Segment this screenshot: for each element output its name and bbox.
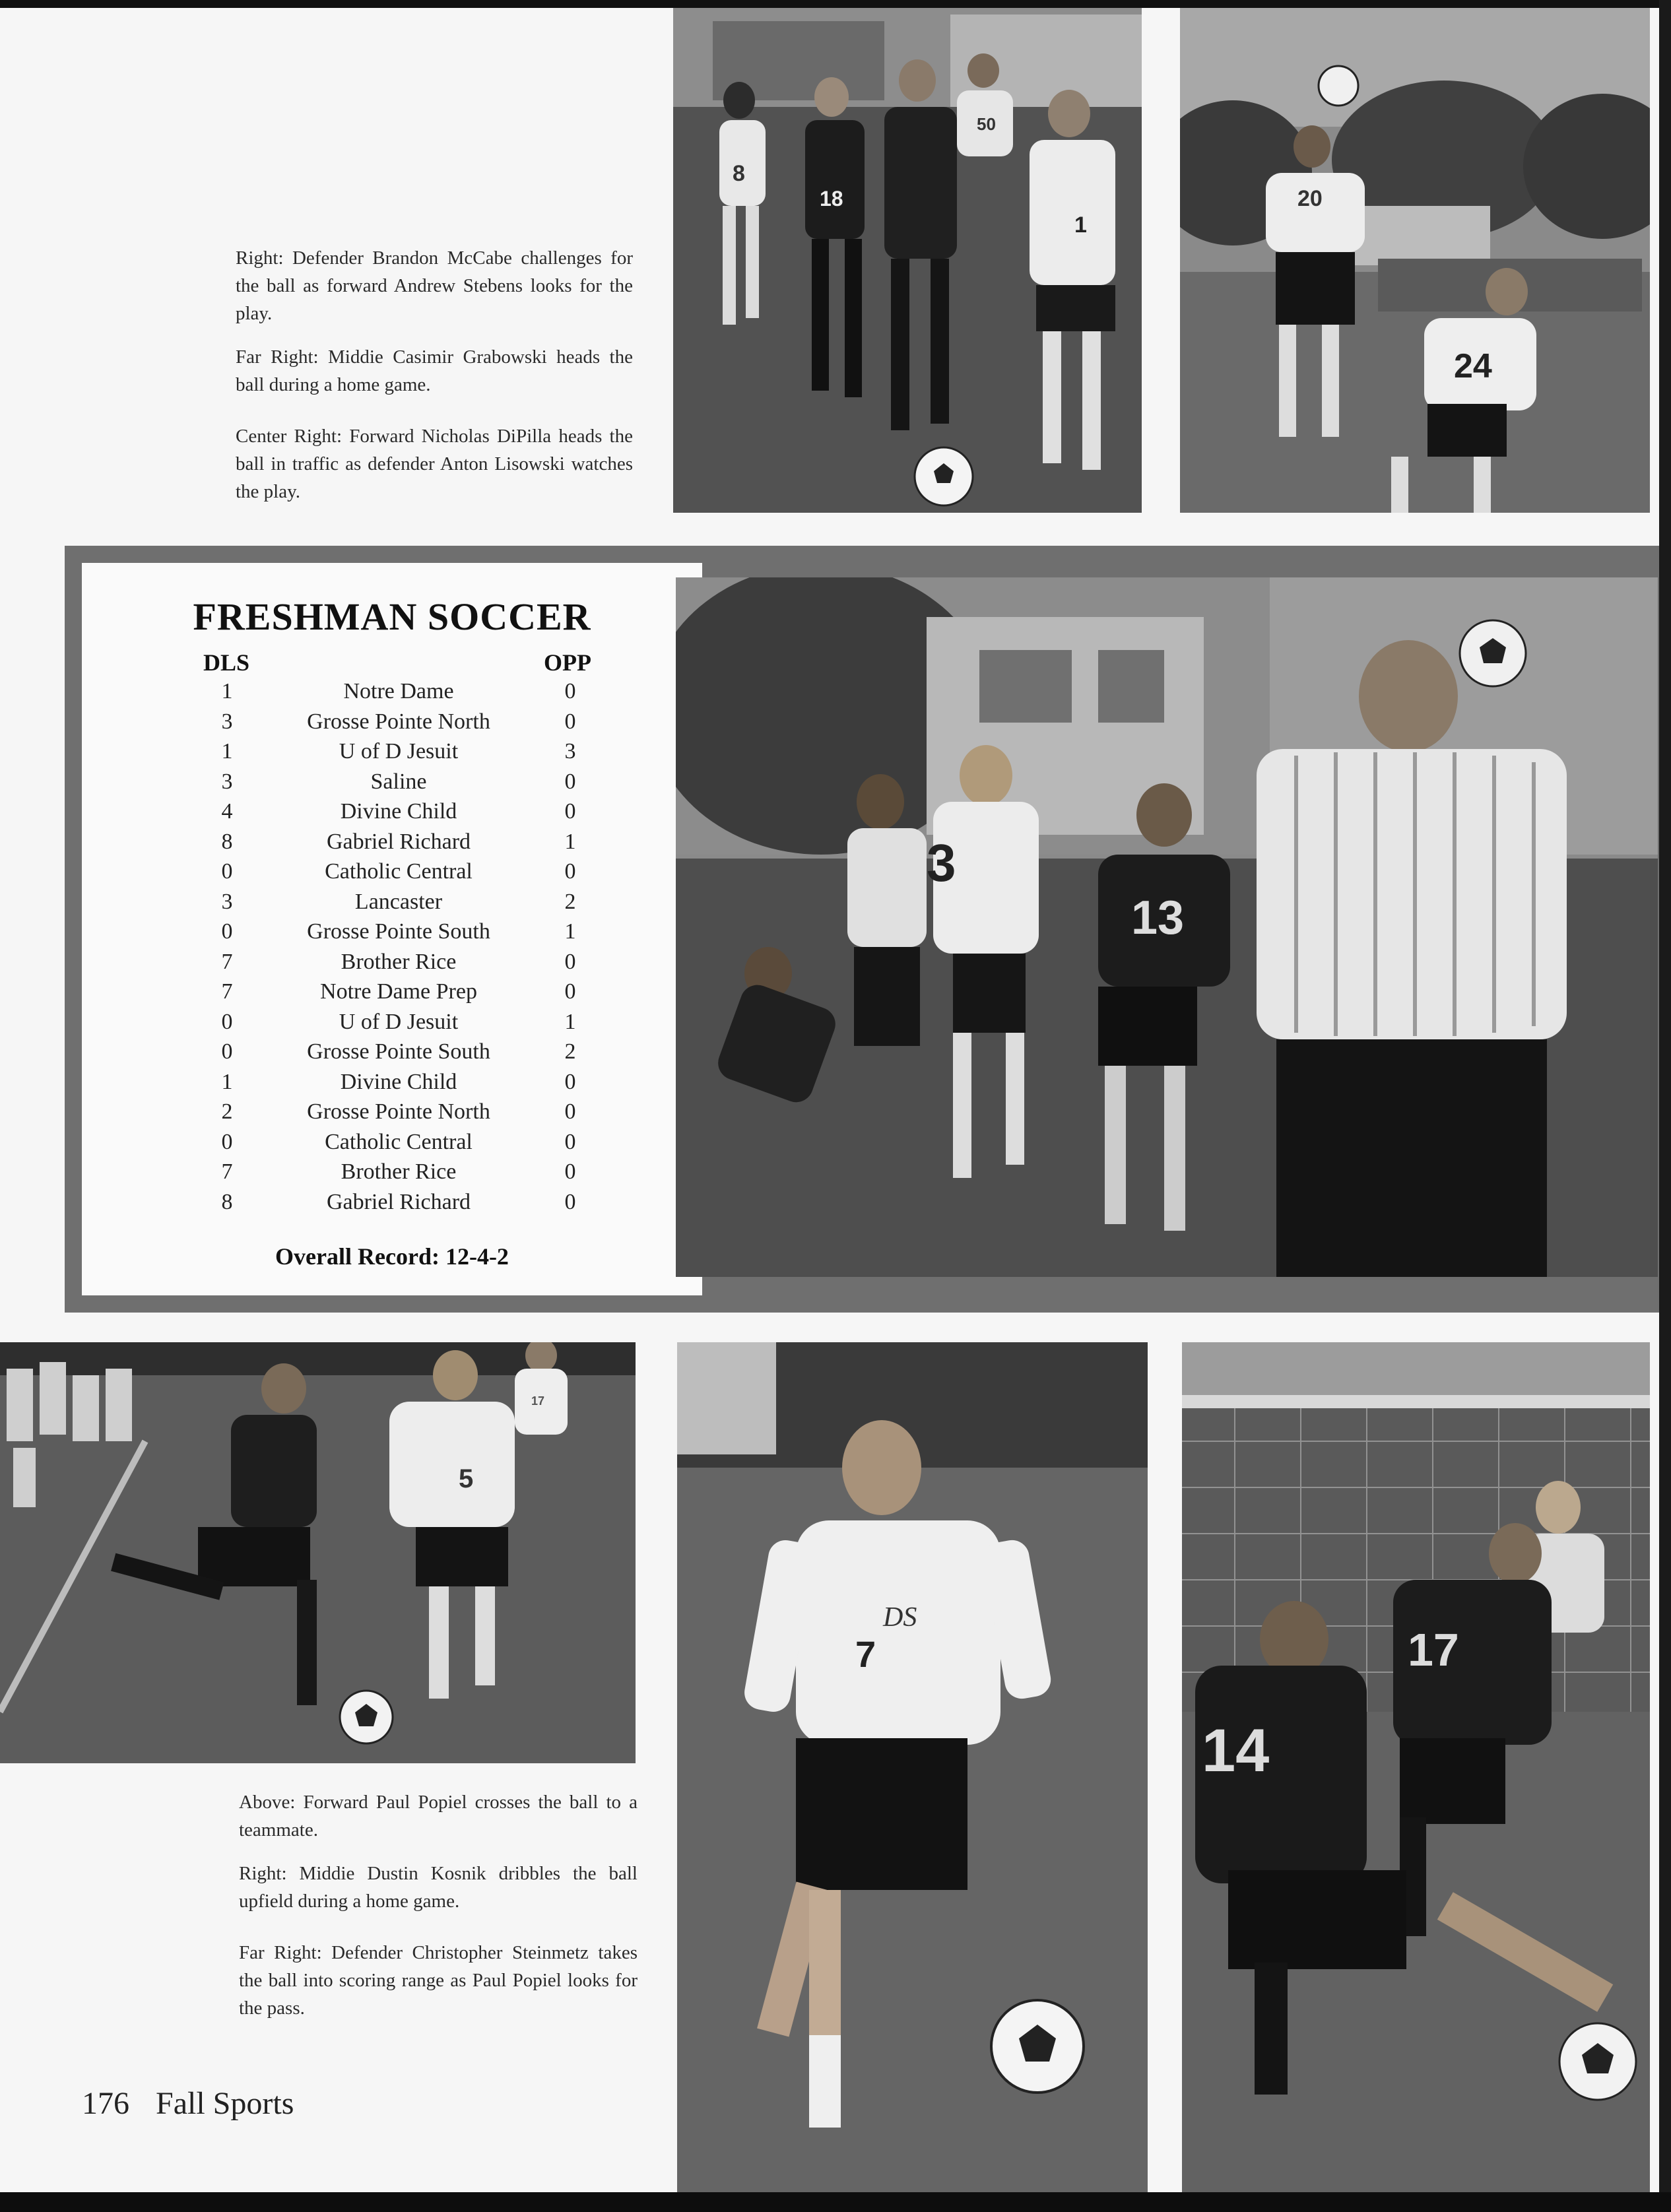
opponent-score: 0 [564, 1069, 576, 1094]
schedule-card [82, 563, 702, 1295]
game-row [82, 736, 702, 767]
game-row [82, 1037, 702, 1067]
photo-steinmetz-attack [1182, 1342, 1650, 2192]
jersey-number: 20 [1297, 186, 1323, 211]
game-row [82, 1187, 702, 1218]
game-row [82, 917, 702, 947]
opponent-name: Gabriel Richard [326, 1189, 471, 1214]
scan-border-right [1659, 0, 1671, 2212]
game-row [82, 1007, 702, 1037]
jersey-logo: DS [883, 1602, 917, 1633]
caption-right: Right: Defender Brandon McCabe challenges for the ball as forward Andrew Stebens looks for the play. [236, 247, 633, 324]
photo-mccabe-challenge [673, 8, 1142, 513]
game-row [82, 1097, 702, 1127]
caption-above: Above: Forward Paul Popiel crosses the ball to a teammate. [239, 1792, 638, 1840]
game-row [82, 977, 702, 1007]
opponent-score: 1 [564, 919, 576, 944]
opponent-name: Catholic Central [325, 859, 473, 884]
opponent-name: Brother Rice [341, 949, 457, 974]
page-footer [82, 2085, 294, 2122]
opponent-score: 0 [564, 679, 576, 703]
dls-score: 1 [221, 1069, 233, 1094]
top-captions [236, 244, 633, 521]
jersey-number: 24 [1454, 347, 1492, 385]
game-row [82, 1157, 702, 1187]
opponent-name: Catholic Central [325, 1129, 473, 1154]
opponent-score: 0 [564, 859, 576, 884]
opponent-score: 0 [564, 1159, 576, 1184]
opponent-score: 0 [564, 709, 576, 734]
dls-score: 3 [221, 889, 233, 914]
game-row [82, 707, 702, 737]
photo-grabowski-header [1180, 8, 1650, 513]
dls-score: 7 [221, 979, 233, 1004]
game-row [82, 947, 702, 977]
game-row [82, 827, 702, 857]
dls-score: 8 [221, 829, 233, 854]
jersey-number: 3 [927, 833, 956, 892]
opponent-name: Divine Child [340, 1069, 457, 1094]
dls-score: 0 [221, 1129, 233, 1154]
jersey-number: 5 [459, 1464, 474, 1493]
opponent-name: Gabriel Richard [326, 829, 471, 854]
jersey-number: 7 [855, 1633, 876, 1675]
page-number: 176 [82, 2086, 129, 2121]
jersey-number: 18 [820, 187, 843, 211]
opponent-score: 0 [564, 1129, 576, 1154]
opponent-score: 0 [564, 769, 576, 794]
game-row [82, 767, 702, 797]
section-title: Fall Sports [156, 2086, 294, 2121]
opponent-score: 3 [564, 739, 576, 764]
opponent-name: Grosse Pointe South [307, 919, 490, 944]
photo-kosnik-dribble [677, 1342, 1148, 2192]
dls-score: 7 [221, 1159, 233, 1184]
opponent-name: Notre Dame [343, 679, 454, 703]
photo-popiel-cross [0, 1342, 636, 1763]
opp-column-header: OPP [544, 649, 591, 676]
photo-dipilla-header [676, 577, 1658, 1277]
game-row [82, 1067, 702, 1097]
opponent-score: 0 [564, 979, 576, 1004]
jersey-number: 13 [1131, 892, 1185, 944]
opponent-score: 1 [564, 829, 576, 854]
opponent-name: Grosse Pointe North [307, 1099, 490, 1124]
overall-record: Overall Record: 12-4-2 [275, 1243, 509, 1270]
dls-score: 1 [221, 739, 233, 764]
dls-score: 0 [221, 1039, 233, 1064]
opponent-score: 0 [564, 799, 576, 824]
dls-score: 4 [221, 799, 233, 824]
game-results-list [82, 676, 702, 1217]
dls-score: 0 [221, 859, 233, 884]
opponent-score: 0 [564, 949, 576, 974]
jersey-number: 1 [1074, 212, 1087, 238]
opponent-name: Grosse Pointe South [307, 1039, 490, 1064]
scan-border-top [0, 0, 1671, 8]
game-row [82, 1127, 702, 1157]
schedule-title: FRESHMAN SOCCER [193, 595, 591, 638]
dls-score: 0 [221, 1009, 233, 1034]
caption-far-right-bottom: Far Right: Defender Christopher Steinmetz takes the ball into scoring range as Paul Popiel looks for the pass. [239, 1942, 638, 2019]
dls-score: 7 [221, 949, 233, 974]
opponent-name: Notre Dame Prep [320, 979, 477, 1004]
opponent-name: Brother Rice [341, 1159, 457, 1184]
jersey-number: 17 [531, 1394, 545, 1408]
game-row [82, 857, 702, 887]
dls-score: 1 [221, 679, 233, 703]
dls-column-header: DLS [203, 649, 250, 676]
dls-score: 3 [221, 709, 233, 734]
game-row [82, 797, 702, 827]
scan-border-bottom [0, 2192, 1671, 2212]
opponent-name: U of D Jesuit [339, 739, 459, 764]
opponent-name: Lancaster [354, 889, 443, 914]
opponent-name: Divine Child [340, 799, 457, 824]
bottom-captions [239, 1788, 638, 2038]
caption-right-bottom: Right: Middie Dustin Kosnik dribbles the ball upfield during a home game. [239, 1863, 638, 1912]
opponent-name: U of D Jesuit [339, 1009, 459, 1034]
opponent-name: Saline [370, 769, 427, 794]
opponent-score: 0 [564, 1099, 576, 1124]
dls-score: 3 [221, 769, 233, 794]
dls-score: 0 [221, 919, 233, 944]
dls-score: 8 [221, 1189, 233, 1214]
dls-score: 2 [221, 1099, 233, 1124]
game-row [82, 887, 702, 917]
opponent-score: 2 [564, 1039, 576, 1064]
jersey-number: 50 [977, 114, 996, 134]
jersey-number: 14 [1202, 1717, 1270, 1784]
opponent-score: 1 [564, 1009, 576, 1034]
jersey-number: 17 [1408, 1624, 1459, 1675]
game-row [82, 676, 702, 707]
opponent-score: 2 [564, 889, 576, 914]
jersey-number: 8 [733, 161, 745, 186]
schedule-panel [65, 546, 1659, 1313]
caption-center-right: Center Right: Forward Nicholas DiPilla heads the ball in traffic as defender Anton Lisowski watches the play. [236, 426, 633, 502]
opponent-name: Grosse Pointe North [307, 709, 490, 734]
opponent-score: 0 [564, 1189, 576, 1214]
caption-far-right: Far Right: Middie Casimir Grabowski heads the ball during a home game. [236, 346, 633, 395]
